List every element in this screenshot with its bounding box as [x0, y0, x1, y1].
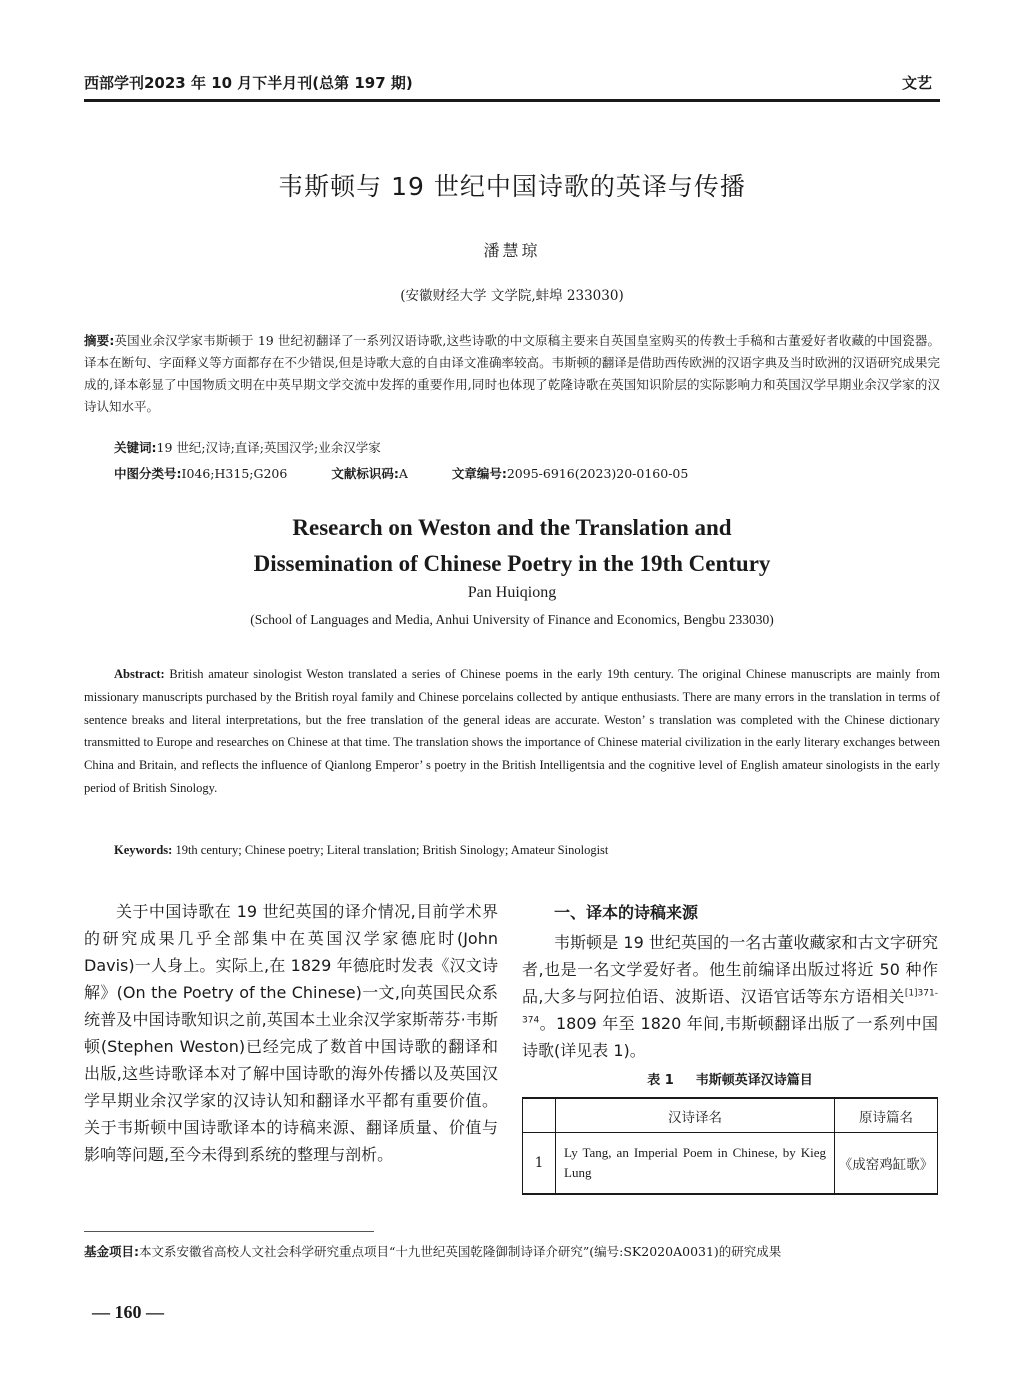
chinese-keywords-text: 19 世纪;汉诗;直译;英国汉学;业余汉学家 — [156, 440, 381, 455]
footnote-rule — [84, 1231, 374, 1232]
header-rule — [84, 99, 940, 102]
english-author: Pan Huiqiong — [467, 584, 557, 601]
table-cell-index: 1 — [523, 1133, 556, 1195]
funding-label: 基金项目: — [84, 1244, 139, 1259]
doc-value: A — [398, 466, 408, 481]
body-right-paragraph — [522, 929, 938, 1064]
funding-text: 本文系安徽省高校人文社会科学研究重点项目“十九世纪英国乾隆御制诗译介研究”(编号:SK2020A0031)的研究成果 — [139, 1244, 782, 1259]
table-header-index — [523, 1098, 556, 1133]
chinese-affiliation: (安徽财经大学 文学院,蚌埠 233030) — [400, 288, 624, 304]
table-cell-original: 《成窑鸡缸歌》 — [835, 1133, 938, 1195]
class-value: I046;H315;G206 — [181, 466, 288, 481]
chinese-author: 潘慧琼 — [483, 241, 541, 260]
section-label: 文艺 — [901, 74, 932, 92]
english-title-line-2: Dissemination of Chinese Poetry in the 19th Century — [253, 551, 771, 576]
chinese-abstract-label: 摘要: — [84, 333, 115, 348]
funding-footnote — [84, 1240, 940, 1264]
english-title-line-1: Research on Weston and the Translation and — [292, 515, 732, 540]
chinese-keywords — [114, 438, 381, 456]
table-caption-number: 表 1 — [647, 1073, 674, 1088]
chinese-abstract — [84, 330, 940, 418]
poem-table — [522, 1097, 938, 1195]
section-heading: 一、译本的诗稿来源 — [554, 903, 699, 922]
citation-superscript: [1]371-374 — [522, 988, 938, 1026]
body-left-paragraph: 关于中国诗歌在 19 世纪英国的译介情况,目前学术界的研究成果几乎全部集中在英国汉学家德庇时(John Davis)一人身上。实际上,在 1829 年德庇时发表《汉文诗解》(On the Poetry of the Chinese)一文,向英国民众系统普及中国诗歌知识之前,英国本土业余汉学家斯蒂芬·韦斯顿(Stephen Weston)已经完成了数首中国诗歌的翻译和出版,这些诗歌译本对了解中国诗歌的海外传播以及英国汉学早期业余汉学家的汉诗认知和翻译水平都有重要价值。关于韦斯顿中国诗歌译本的诗稿来源、翻译质量、价值与影响等问题,至今未得到系统的整理与剖析。 — [84, 902, 498, 1164]
chinese-abstract-text: 英国业余汉学家韦斯顿于 19 世纪初翻译了一系列汉语诗歌,这些诗歌的中文原稿主要来自英国皇室购买的传教士手稿和古董爱好者收藏的中国瓷器。译本在断句、字面释义等方面都存在不少错误,但是诗歌大意的自由译文准确率较高。韦斯顿的翻译是借助西传欧洲的汉语字典及当时欧洲的汉语研究成果完成的,译本彰显了中国物质文明在中英早期文学交流中发挥的重要作用,同时也体现了乾隆诗歌在英国知识阶层的实际影响力和英国汉学早期业余汉学家的汉诗认知水平。 — [84, 333, 940, 414]
english-keywords-text: 19th century; Chinese poetry; Literal translation; British Sinology; Amateur Sinologist — [172, 843, 609, 857]
article-label: 文章编号: — [451, 466, 507, 481]
table-caption-title: 韦斯顿英译汉诗篇目 — [695, 1073, 813, 1088]
page-number: — 160 — — [92, 1302, 164, 1322]
english-affiliation: (School of Languages and Media, Anhui University of Finance and Economics, Bengbu 233030) — [250, 612, 774, 627]
chinese-title: 韦斯顿与 19 世纪中国诗歌的英译与传播 — [278, 172, 746, 201]
english-title — [0, 510, 1024, 582]
table-header-original: 原诗篇名 — [835, 1098, 938, 1133]
table-caption — [522, 1069, 938, 1088]
class-label: 中图分类号: — [114, 466, 182, 481]
table-cell-translation: Ly Tang, an Imperial Poem in Chinese, by Kieg Lung — [556, 1133, 835, 1195]
journal-header: 西部学刊2023 年 10 月下半月刊(总第 197 期) — [84, 74, 413, 92]
table-row — [523, 1133, 938, 1195]
chinese-keywords-label: 关键词: — [114, 440, 157, 455]
classification-line — [114, 464, 688, 482]
right-paragraph-part-1: 韦斯顿是 19 世纪英国的一名古董收藏家和古文字研究者,也是一名文学爱好者。他生前编译出版过将近 50 种作品,大多与阿拉伯语、波斯语、汉语官话等东方语相关 — [522, 933, 938, 1006]
english-keywords — [114, 843, 608, 858]
table-header-translation: 汉诗译名 — [556, 1098, 835, 1133]
english-abstract — [84, 663, 940, 800]
table-header-row — [523, 1098, 938, 1133]
english-keywords-label: Keywords: — [114, 843, 173, 857]
doc-label: 文献标识码: — [331, 466, 399, 481]
right-paragraph-part-2: 。1809 年至 1820 年间,韦斯顿翻译出版了一系列中国诗歌(详见表 1)。 — [522, 1014, 938, 1060]
english-abstract-text: British amateur sinologist Weston translated a series of Chinese poems in the early 19th century. The original Chinese manuscripts are mainly from missionary manuscripts purchased by the British royal family and Chinese porcelains collected by antique enthusiasts. There are many errors in the translation in terms of sentence breaks and literal interpretations, but the free translation of the general ideas are accurate. Weston’ s translation was completed with the Chinese dictionary transmitted to Europe and researches on Chinese at that time. The translation shows the importance of Chinese material civilization in the early literary exchanges between China and Britain, and reflects the influence of Qianlong Emperor’ s poetry in the British Intelligentsia and the cognitive level of English amateur sinologists in the early period of British Sinology. — [84, 667, 940, 795]
article-value: 2095-6916(2023)20-0160-05 — [506, 466, 689, 481]
english-abstract-label: Abstract: — [114, 667, 165, 681]
